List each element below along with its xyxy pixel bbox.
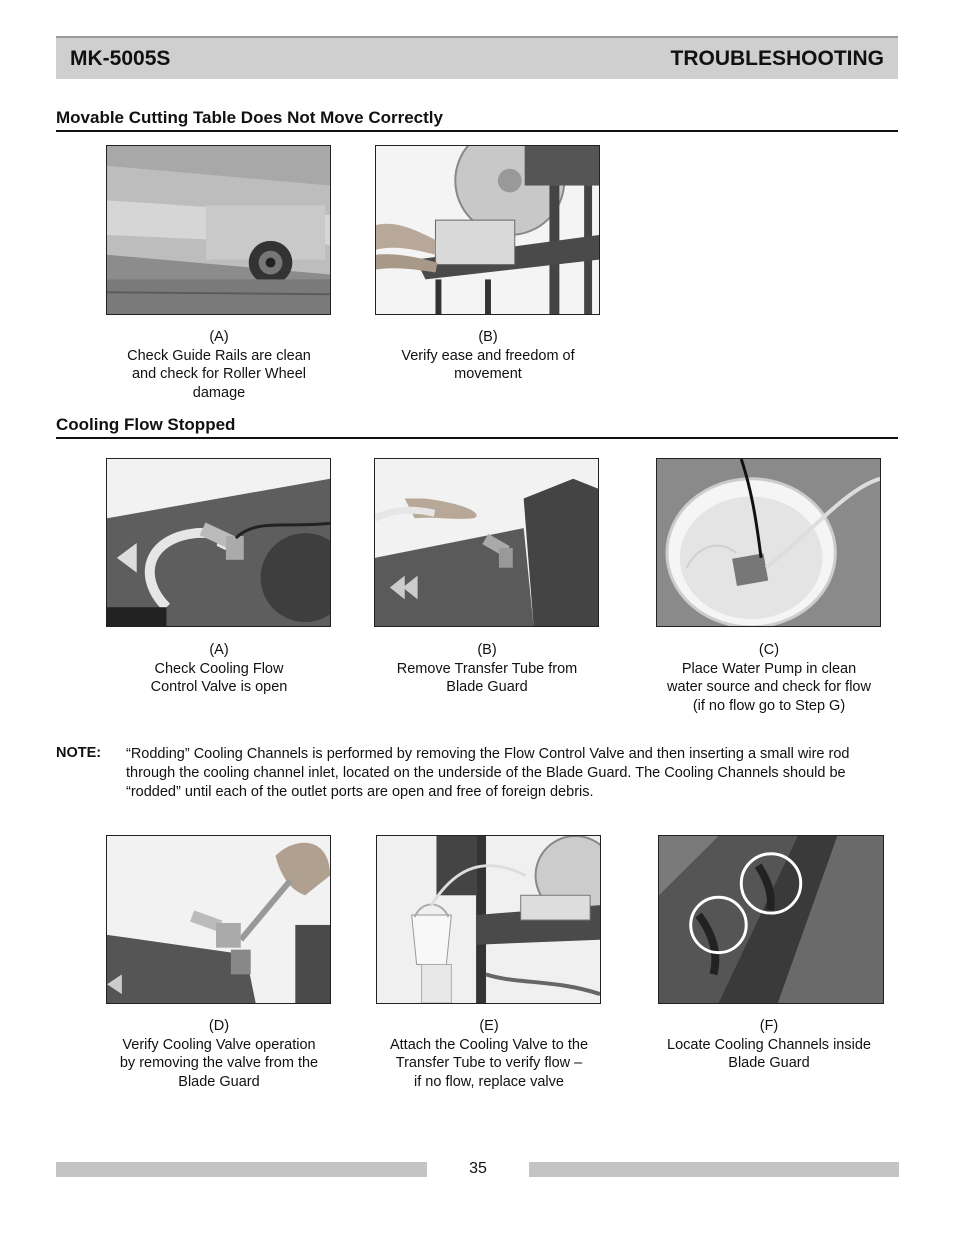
note-label: NOTE: (56, 745, 102, 761)
photo-valve-transfer-tube (376, 835, 601, 1004)
page-header (56, 36, 898, 79)
model-name: MK-5005S (70, 46, 171, 70)
photo-cooling-channels (658, 835, 884, 1004)
photo-cooling-valve (106, 458, 331, 627)
section-name: TROUBLESHOOTING (670, 46, 884, 70)
caption-cooling-a: (A) Check Cooling Flow Control Valve is open (150, 642, 288, 695)
section-title-cooling: Cooling Flow Stopped (56, 415, 898, 439)
footer-bar-right (529, 1162, 899, 1177)
photo-water-pump-bucket (656, 458, 881, 627)
photo-valve-removal (106, 835, 331, 1004)
photo-table-movement (375, 145, 600, 315)
note-text: “Rodding” Cooling Channels is performed by removing the Flow Control Valve and then inserting a small wire rod through the cooling channel inlet, located on the underside of the Blade Guard. The Cooling Channels should be “rodded” until each of the outlet ports are open and free of foreign debris. (126, 746, 850, 800)
caption-cooling-c: (C) Place Water Pump in clean water source and check for flow (if no flow go to Step G) (667, 642, 871, 714)
photo-transfer-tube (374, 458, 599, 627)
footer-bar-left (56, 1162, 427, 1177)
caption-cooling-d: (D) Verify Cooling Valve operation by removing the valve from the Blade Guard (119, 1018, 319, 1090)
caption-table-a: (A) Check Guide Rails are clean and check for Roller Wheel damage (127, 329, 311, 401)
caption-table-b: (B) Verify ease and freedom of movement (401, 329, 575, 382)
photo-guide-rails (106, 145, 331, 315)
section-title-table: Movable Cutting Table Does Not Move Correctly (56, 108, 898, 132)
caption-cooling-e: (E) Attach the Cooling Valve to the Transfer Tube to verify flow – if no flow, replace valve (389, 1018, 589, 1090)
caption-cooling-b: (B) Remove Transfer Tube from Blade Guard (396, 642, 578, 695)
caption-cooling-f: (F) Locate Cooling Channels inside Blade Guard (667, 1018, 871, 1071)
page-number: 35 (469, 1160, 487, 1177)
